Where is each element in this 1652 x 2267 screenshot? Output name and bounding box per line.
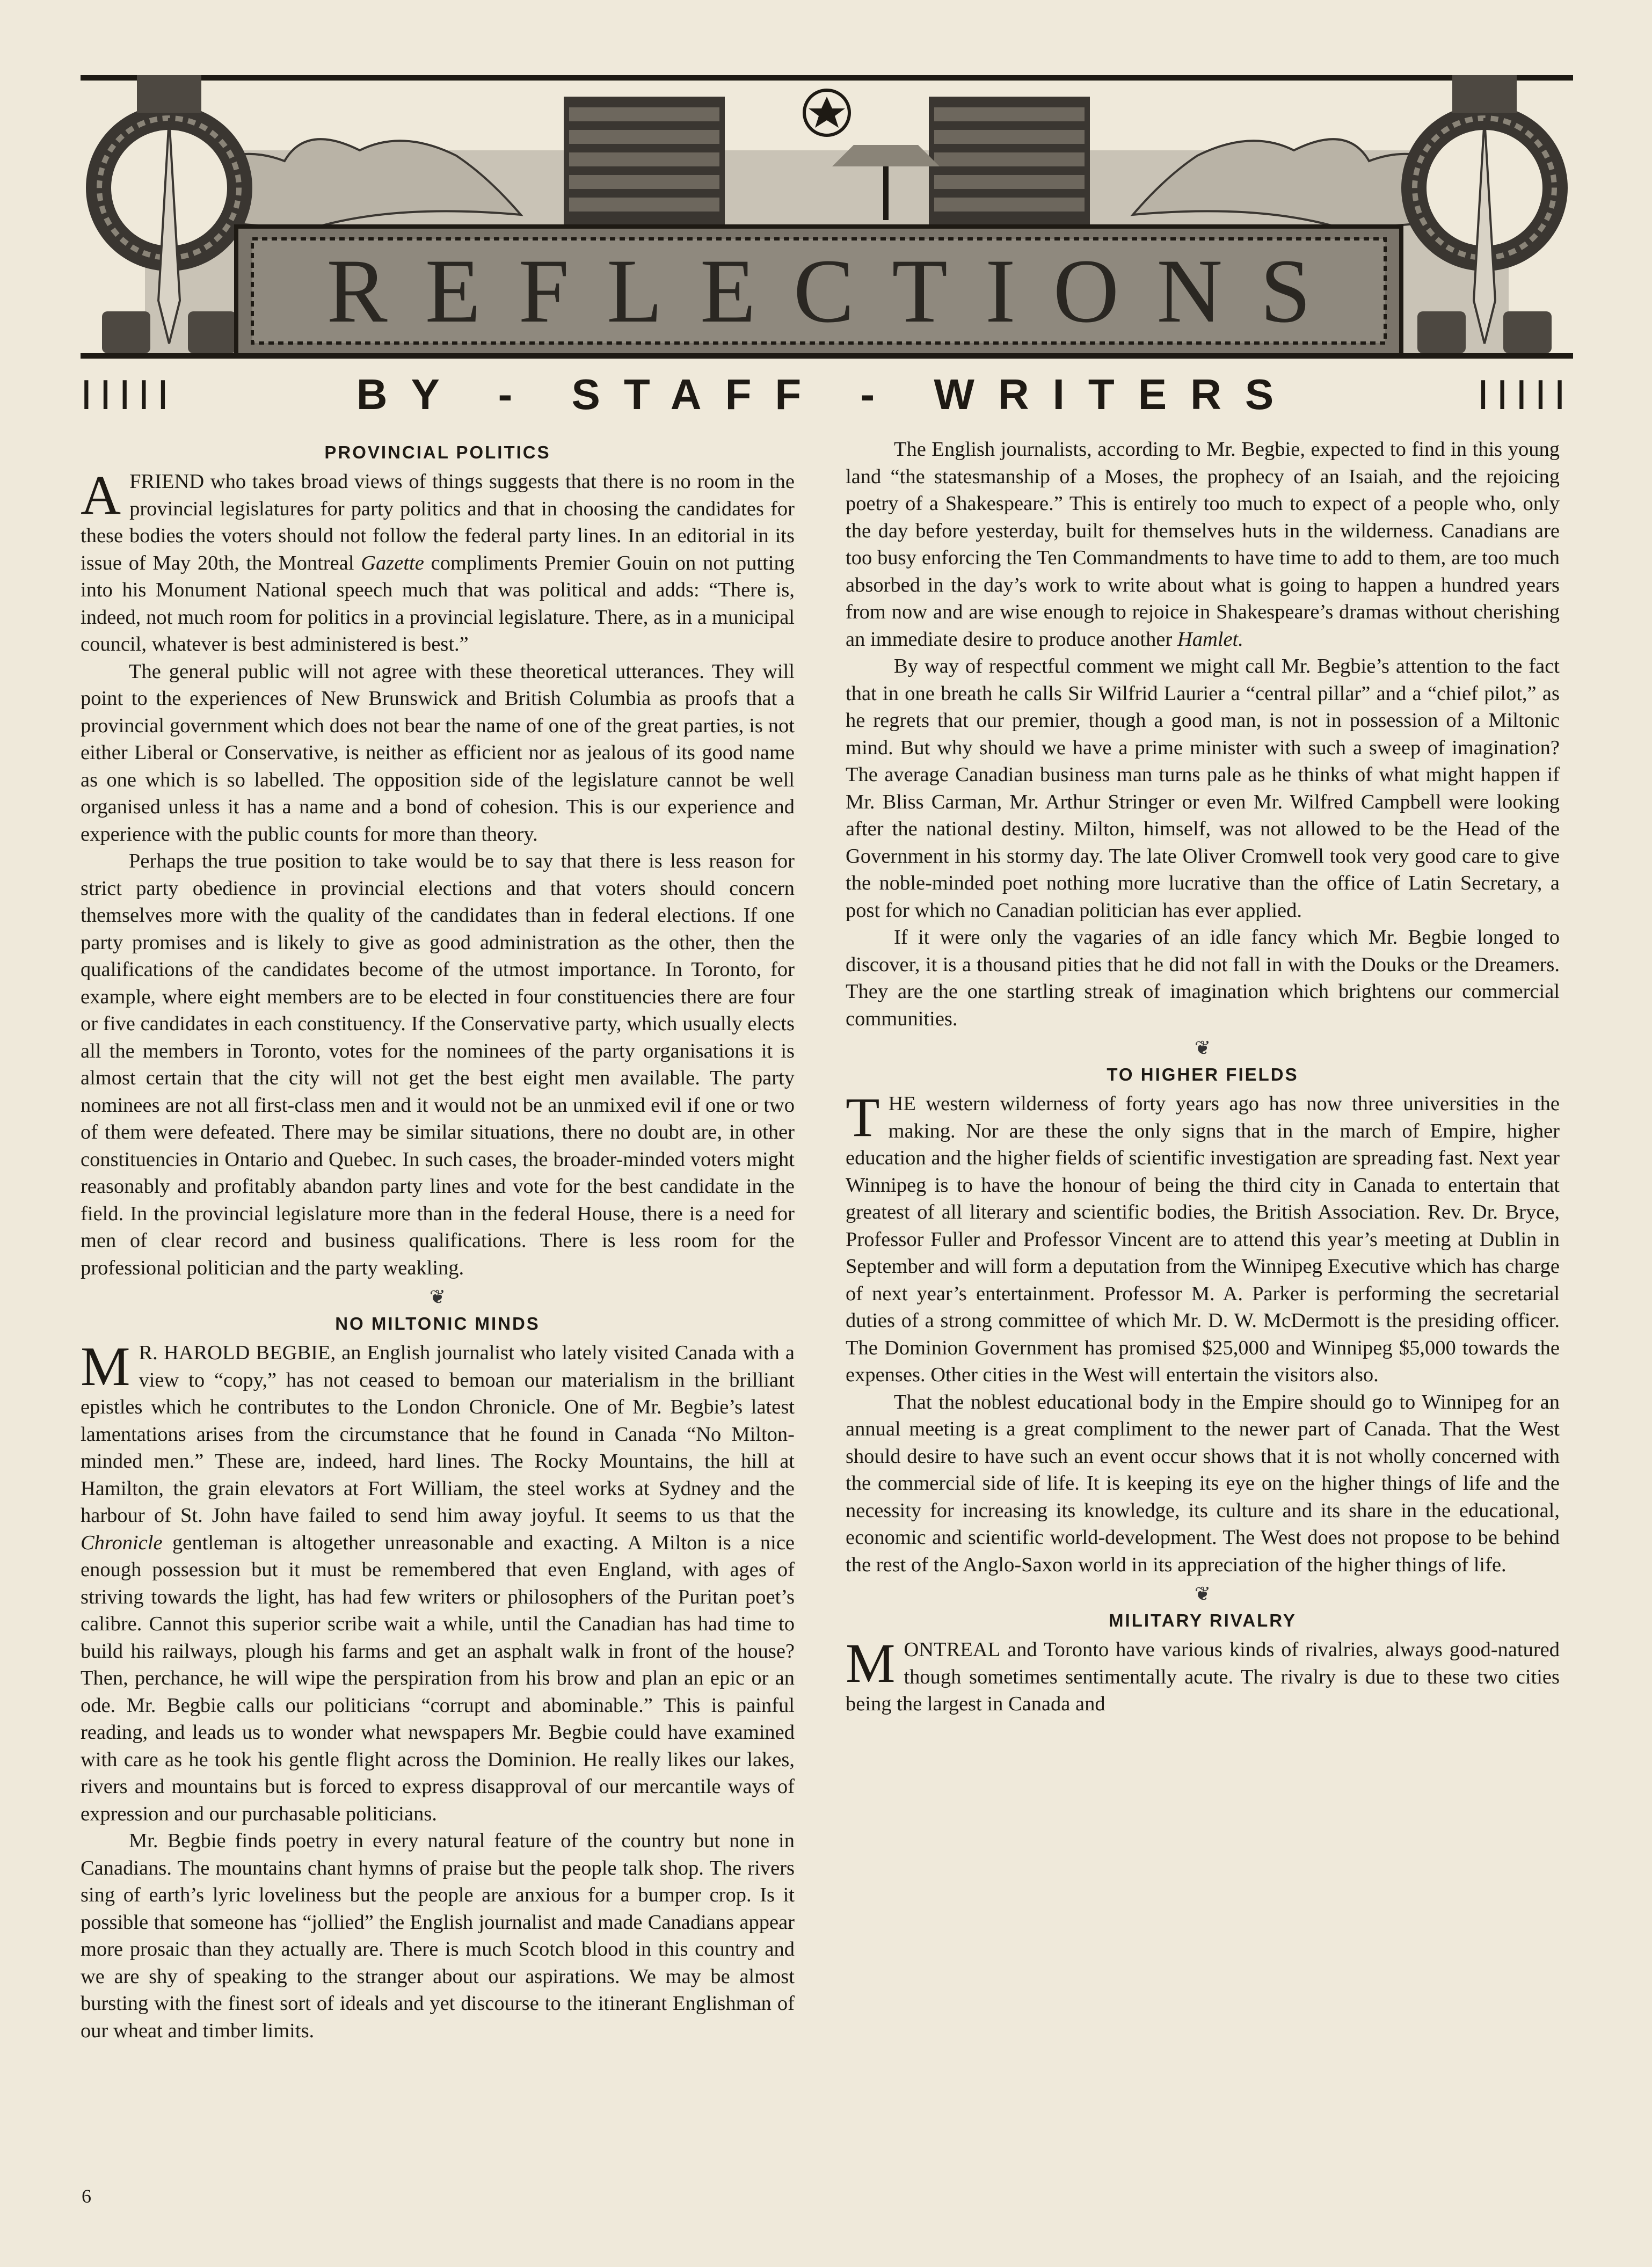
article-paragraph <box>846 436 1560 653</box>
decorative-marks-right: IIIII <box>1477 370 1573 418</box>
lead-words: R. HAROLD BEGBIE, <box>139 1342 336 1364</box>
page-title: REFLECTIONS <box>326 240 1349 341</box>
decorative-marks-left: IIIII <box>81 370 177 418</box>
paragraph-text: compliments Premier Gouin on not putting into his Monument National speech much that was political and adds: “There is, indeed, not much room for politics in a provincial legislature. There, as in a municipal council, whatever is best administered is best.” <box>81 551 795 655</box>
paragraph-text: western wilderness of forty years ago has now three universities in the making. Nor are these the only signs that in the march of Empire, higher education and the higher fields of scientific investigation are spreading fast. Next year Winnipeg is to have the honour of being the third city in Canada to entertain that greatest of all literary and scientific bodies, the British Association. Rev. Dr. Bryce, Professor Fuller and Professor Vincent are to attend this year’s meeting at Dublin in September and will form a deputation from the Winnipeg Executive which has charge of next year’s entertainment. Professor M. A. Parker is performing the secretarial duties of a strong committee of which Mr. D. W. McDermott is the presiding officer. The Dominion Government has promised $25,000 and Winnipeg $5,000 towards the expenses. Other cities in the West will entertain the visitors also. <box>846 1092 1560 1386</box>
article-paragraph: That the noblest educational body in the Empire should go to Winnipeg for an annual meeting is a great compliment to the newer part of Canada. That the West should desire to have such an event occur shows that it is not wholly concerned with the commercial side of life. It is keeping its eye on the higher things of life and the necessity for increasing its knowledge, its culture and its share in the educational, economic and scientific world-development. The West does not propose to be behind the rest of the Anglo-Saxon world in its appreciation of the higher things of life. <box>846 1390 1560 1576</box>
article-paragraph: If it were only the vagaries of an idle fancy which Mr. Begbie longed to discover, it is a thousand pities that he did not fall in with the Douks or the Dreamers. They are the one startling streak of imagination which brightens our commercial communities. <box>846 926 1560 1030</box>
page-number: 6 <box>82 2185 91 2207</box>
wreath-right-icon <box>1401 75 1568 353</box>
wreath-left-icon <box>86 75 252 353</box>
article-paragraph <box>81 464 795 658</box>
reflections-banner <box>81 75 1573 368</box>
paragraph-text: an English journalist who lately visited Canada with a view to “copy,” has not ceased to bemoan our materialism in the brilliant epistles which he contributes to the London Chronicle. One of Mr. Begbie’s latest lamentations arises from the circumstance that he found in Canada “No Milton-minded men.” These are, indeed, hard lines. The Rocky Mountains, the hill at Hamilton, the grain elevators at Fort William, the steel works at Sydney and the harbour of St. John have failed to send him away joyful. It seems to us that the <box>81 1342 795 1527</box>
byline-bar <box>81 370 1573 419</box>
paragraph-text: who takes broad views of things suggests that there is no room in the provincial legislatures for party politics and that in choosing the candidates for these bodies the voters should not follow the federal party lines. In an editorial in its issue of May 20th, the Montreal <box>81 470 795 574</box>
lead-words: ONTREAL <box>904 1638 1001 1661</box>
drop-cap: T <box>846 1087 880 1148</box>
drop-cap: A <box>81 464 121 526</box>
article-paragraph <box>846 1632 1560 1718</box>
article-paragraph: By way of respectful comment we might call Mr. Begbie’s attention to the fact that in one breath he calls Sir Wilfrid Laurier a “central pillar” and a “chief pilot,” as he regrets that our premier, though a good man, is not in possession of a Miltonic mind. But why should we have a prime minister with such a sweep of imagination? The average Canadian business man turns pale as he thinks of what might happen if Mr. Bliss Carman, Mr. Arthur Stringer or even Mr. Wilfred Campbell were looking after the national destiny. Milton, himself, was not allowed to be the Head of the Government in his stormy day. The late Oliver Cromwell took very good care to give the noble-minded poet nothing more lucrative than the office of Latin Secretary, a post for which no Canadian politician has ever applied. <box>846 655 1560 922</box>
drop-cap: M <box>846 1632 896 1694</box>
publication-name: Chronicle <box>81 1531 163 1554</box>
title-panel-text <box>236 227 1401 355</box>
section-heading-provincial-politics: PROVINCIAL POLITICS <box>324 442 551 462</box>
article-paragraph: Perhaps the true position to take would be to say that there is less reason for strict party obedience in provincial elections and that voters should concern themselves more with the quality of the candidates than in federal elections. If one party promises and is likely to give as good administration as the other, then the qualifications of the candidates become of the utmost importance. In Toronto, for example, where eight members are to be elected in four constituencies there are four or five candidates in each constituency. If the Conservative party, which usually elects all the members in Toronto, votes for the nominees of the party organisations it is almost certain that the city will not get the best eight men available. The party nominees are not all first-class men and it would not be an unmixed evil if one or two of them were defeated. There may be similar situations, there no doubt are, in other constituencies in Ontario and Quebec. In such cases, the broader-minded voters might reasonably and profitably abandon party lines and vote for the best candidate in the field. In the provincial legislature more than in the federal House, there is a need for men of clear record and business qualifications. There is less room for the professional politician and the party weakling. <box>81 850 795 1279</box>
paragraph-text: gentleman is altogether unreasonable and exacting. A Milton is a nice enough possession but it must be remembered that even England, with ages of striving towards the light, has had few writers or philosophers of the Puritan poet’s calibre. Cannot this superior scribe wait a while, until the Canadian has had time to build his railways, plough his farms and get an asphalt walk in front of the house? Then, perchance, he will wipe the perspiration from his brow and plan an epic or an ode. Mr. Begbie calls our politicians “corrupt and abominable.” This is painful reading, and leads us to wonder what newspapers Mr. Begbie could have examined with care as he took his gentle flight across the Dominion. He really likes our lakes, rivers and mountains but is forced to express disapproval of our mercantile ways of expression and our purchasable politicians. <box>81 1531 795 1825</box>
ornament-leaf-icon: ❦ <box>1194 1583 1211 1605</box>
right-column <box>846 436 1560 1718</box>
play-title: Hamlet. <box>1177 628 1243 651</box>
byline: BY - STAFF - WRITERS <box>356 370 1298 418</box>
left-column <box>81 436 795 2044</box>
section-heading-military-rivalry: MILITARY RIVALRY <box>1109 1610 1297 1630</box>
article-paragraph: The general public will not agree with these theoretical utterances. They will point to the experiences of New Brunswick and British Columbia as proofs that a provincial government which does not bear the name of one of the great parties, is not either Liberal or Conservative, is neither as efficient nor as jealous of its good name as one which is so labelled. The opposition side of the legislature cannot be well organised unless it has a name and a bond of cohesion. This is our experience and experience with the public counts for more than theory. <box>81 660 795 845</box>
paragraph-text: The English journalists, according to Mr. Begbie, expected to find in this young land “the statesmanship of a Moses, the prophecy of an Isaiah, and the rejoicing poetry of a Shakespeare.” This is entirely too much to expect of a people who, only the day before yesterday, built for themselves huts in the wilderness. Canadians are too busy enforcing the Ten Commandments to have time to add to them, are too much absorbed in the day’s work to write about what is going to happen a hundred years from now and are wise enough to rejoice in Shakespeare’s dramas without cherishing an immediate desire to produce another <box>846 438 1560 651</box>
paragraph-text: and Toronto have various kinds of rivalries, always good-natured though sometimes sentimentally acute. The rivalry is due to these two cities being the largest in Canada and <box>846 1638 1560 1715</box>
publication-name: Gazette <box>361 551 424 574</box>
article-paragraph: Mr. Begbie finds poetry in every natural feature of the country but none in Canadians. The mountains chant hymns of praise but the people talk shop. The rivers sing of earth’s lyric loveliness but the people are anxious for a bumper crop. Is it possible that someone has “jollied” the English journalist and made Canadians appear more prosaic than they actually are. There is much Scotch blood in this country and we are shy of speaking to the stranger about our aspirations. We may be almost bursting with the finest sort of ideals and yet discourse to the itinerant Englishman of our wheat and timber limits. <box>81 1829 795 2042</box>
ornament-leaf-icon: ❦ <box>429 1286 446 1308</box>
section-heading-no-miltonic-minds: NO MILTONIC MINDS <box>335 1314 540 1333</box>
drop-cap: M <box>81 1336 130 1397</box>
article-paragraph <box>81 1336 795 1827</box>
ornament-leaf-icon: ❦ <box>1194 1037 1211 1059</box>
lead-words: HE <box>888 1092 916 1115</box>
section-heading-to-higher-fields: TO HIGHER FIELDS <box>1107 1065 1299 1084</box>
article-paragraph <box>846 1087 1560 1389</box>
lamp-icon <box>832 145 940 166</box>
lead-words: FRIEND <box>129 470 205 493</box>
